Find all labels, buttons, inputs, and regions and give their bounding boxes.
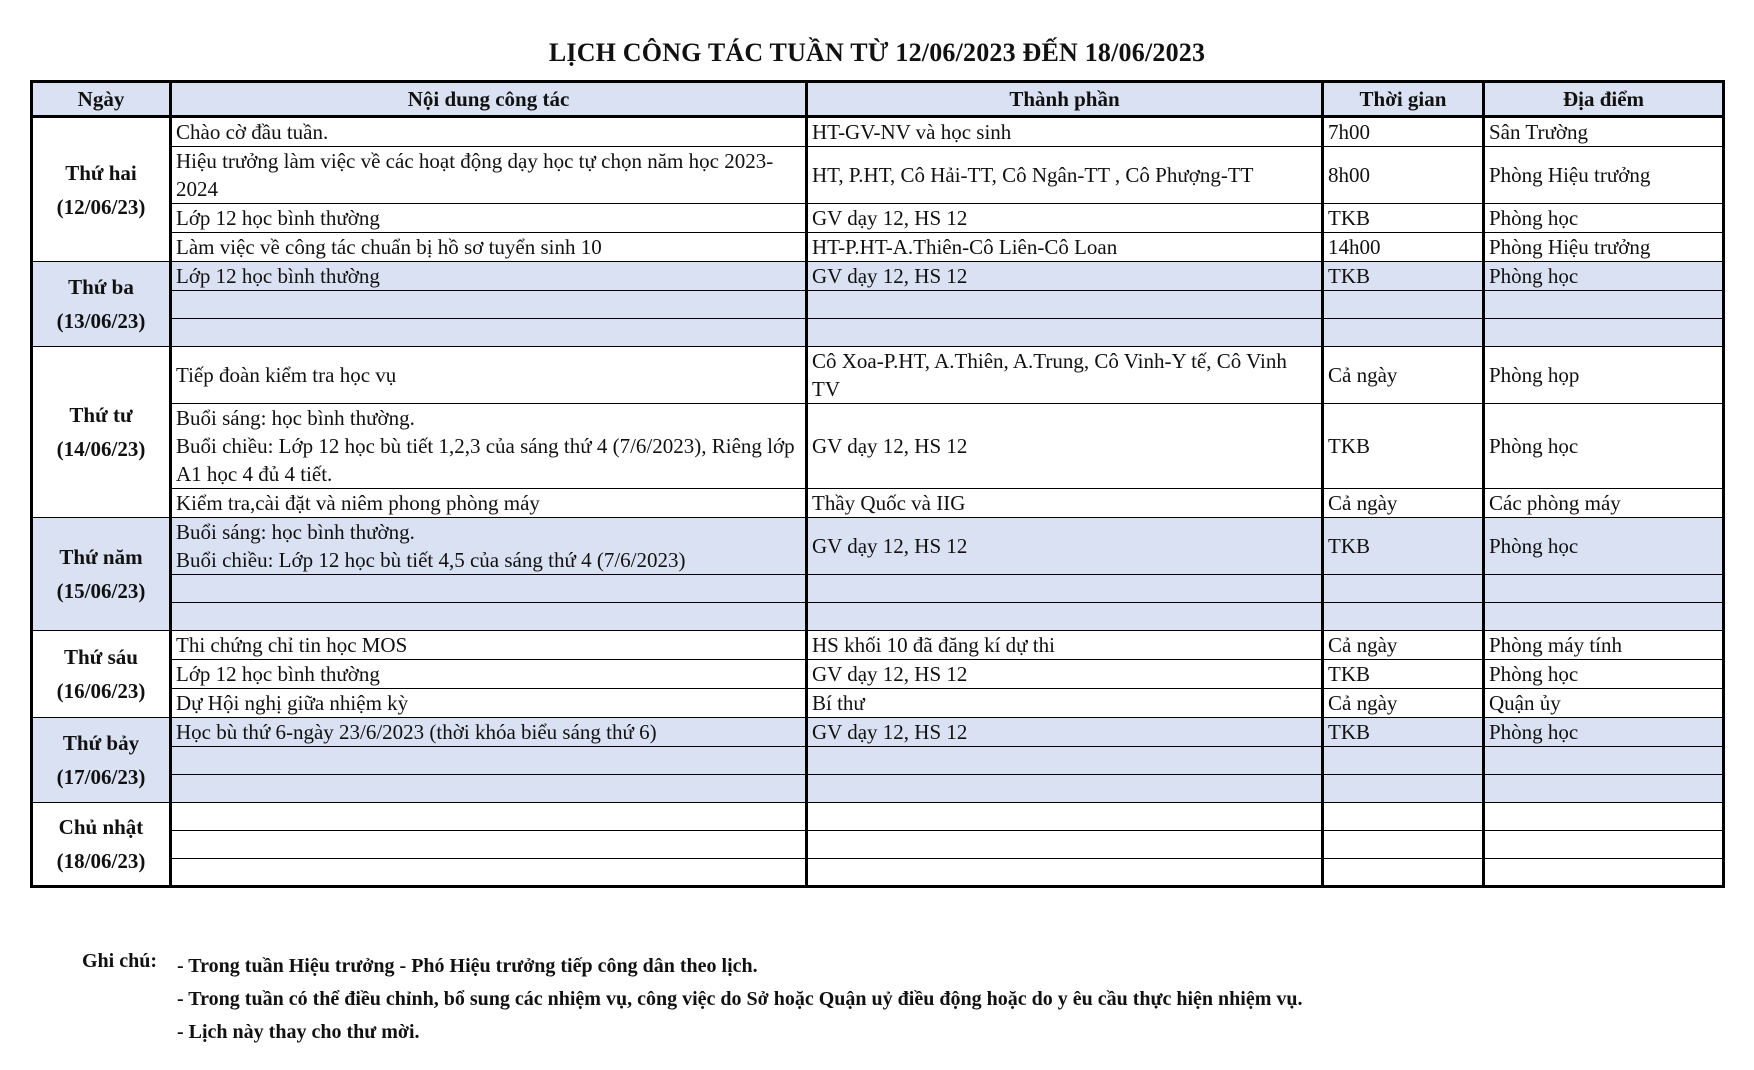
day-cell xyxy=(32,262,171,347)
content-cell xyxy=(171,775,807,803)
participants-cell: GV dạy 12, HS 12 xyxy=(807,718,1323,747)
content-cell: Lớp 12 học bình thường xyxy=(171,204,807,233)
day-cell xyxy=(32,518,171,631)
day-name: Thứ sáu xyxy=(64,645,138,669)
time-cell xyxy=(1323,747,1484,775)
content-cell xyxy=(171,859,807,887)
location-cell xyxy=(1484,575,1724,603)
content-cell xyxy=(171,803,807,831)
content-cell: Hiệu trưởng làm việc về các hoạt động dạy học tự chọn năm học 2023-2024 xyxy=(171,147,807,204)
location-cell: Phòng học xyxy=(1484,660,1724,689)
table-row xyxy=(32,489,1724,518)
participants-cell xyxy=(807,747,1323,775)
note-line: - Trong tuần Hiệu trưởng - Phó Hiệu trưởng tiếp công dân theo lịch. xyxy=(177,955,758,977)
location-cell: Sân Trường xyxy=(1484,117,1724,147)
content-cell: Làm việc về công tác chuẩn bị hồ sơ tuyển sinh 10 xyxy=(171,233,807,262)
content-cell: Học bù thứ 6-ngày 23/6/2023 (thời khóa biểu sáng thứ 6) xyxy=(171,718,807,747)
content-cell: Lớp 12 học bình thường xyxy=(171,262,807,291)
participants-cell: GV dạy 12, HS 12 xyxy=(807,518,1323,575)
header-content: Nội dung công tác xyxy=(171,82,807,117)
location-cell: Quận ủy xyxy=(1484,689,1724,718)
participants-cell xyxy=(807,575,1323,603)
day-date: (15/06/23) xyxy=(56,579,146,603)
day-name: Thứ tư xyxy=(69,403,133,427)
table-row xyxy=(32,575,1724,603)
day-cell xyxy=(32,718,171,803)
location-cell: Phòng Hiệu trưởng xyxy=(1484,147,1724,204)
participants-cell xyxy=(807,603,1323,631)
day-name: Thứ năm xyxy=(59,545,143,569)
participants-cell: GV dạy 12, HS 12 xyxy=(807,262,1323,291)
participants-cell xyxy=(807,319,1323,347)
table-row xyxy=(32,204,1724,233)
content-cell xyxy=(171,747,807,775)
location-cell xyxy=(1484,803,1724,831)
participants-cell: HT, P.HT, Cô Hải-TT, Cô Ngân-TT , Cô Phượng-TT xyxy=(807,147,1323,204)
content-cell: Chào cờ đầu tuần. xyxy=(171,117,807,147)
day-name: Thứ bảy xyxy=(62,731,140,755)
table-row xyxy=(32,689,1724,718)
table-row xyxy=(32,291,1724,319)
content-cell: Thi chứng chỉ tin học MOS xyxy=(171,631,807,660)
participants-cell xyxy=(807,831,1323,859)
header-day: Ngày xyxy=(32,82,171,117)
day-cell xyxy=(32,347,171,518)
time-cell xyxy=(1323,291,1484,319)
location-cell: Phòng học xyxy=(1484,262,1724,291)
participants-cell xyxy=(807,859,1323,887)
time-cell: TKB xyxy=(1323,204,1484,233)
time-cell: TKB xyxy=(1323,518,1484,575)
header-participants: Thành phần xyxy=(807,82,1323,117)
table-row xyxy=(32,631,1724,660)
content-cell xyxy=(171,291,807,319)
header-row xyxy=(32,82,1724,117)
time-cell: Cả ngày xyxy=(1323,347,1484,404)
time-cell: Cả ngày xyxy=(1323,689,1484,718)
time-cell xyxy=(1323,803,1484,831)
location-cell: Phòng học xyxy=(1484,718,1724,747)
table-row xyxy=(32,831,1724,859)
schedule-body xyxy=(32,117,1724,887)
notes-label: Ghi chú: xyxy=(82,950,158,972)
participants-cell: Thầy Quốc và IIG xyxy=(807,489,1323,518)
participants-cell xyxy=(807,803,1323,831)
day-date: (13/06/23) xyxy=(56,309,146,333)
table-row xyxy=(32,859,1724,887)
content-cell xyxy=(171,831,807,859)
content-cell: Buổi sáng: học bình thường. Buổi chiều: Lớp 12 học bù tiết 1,2,3 của sáng thứ 4 (7/6/2023), Riêng lớp A1 học 4 đủ 4 tiết. xyxy=(171,404,807,489)
table-row xyxy=(32,319,1724,347)
location-cell xyxy=(1484,775,1724,803)
participants-cell xyxy=(807,775,1323,803)
day-date: (14/06/23) xyxy=(56,437,146,461)
table-row xyxy=(32,803,1724,831)
day-name: Thứ hai xyxy=(65,160,137,185)
table-row xyxy=(32,518,1724,575)
participants-cell: Cô Xoa-P.HT, A.Thiên, A.Trung, Cô Vinh-Y tế, Cô Vinh TV xyxy=(807,347,1323,404)
time-cell: TKB xyxy=(1323,262,1484,291)
day-cell xyxy=(32,117,171,262)
note-line: - Lịch này thay cho thư mời. xyxy=(177,1021,420,1043)
content-cell: Tiếp đoàn kiểm tra học vụ xyxy=(171,347,807,404)
location-cell: Phòng Hiệu trưởng xyxy=(1484,233,1724,262)
time-cell: Cả ngày xyxy=(1323,631,1484,660)
table-row xyxy=(32,262,1724,291)
time-cell xyxy=(1323,831,1484,859)
location-cell: Phòng họp xyxy=(1484,347,1724,404)
location-cell xyxy=(1484,319,1724,347)
schedule-table xyxy=(30,80,1725,888)
content-cell xyxy=(171,319,807,347)
location-cell: Phòng máy tính xyxy=(1484,631,1724,660)
participants-cell: GV dạy 12, HS 12 xyxy=(807,404,1323,489)
location-cell xyxy=(1484,859,1724,887)
participants-cell: HS khối 10 đã đăng kí dự thi xyxy=(807,631,1323,660)
content-cell: Lớp 12 học bình thường xyxy=(171,660,807,689)
day-cell xyxy=(32,631,171,718)
page-title: LỊCH CÔNG TÁC TUẦN TỪ 12/06/2023 ĐẾN 18/06/2023 xyxy=(548,38,1206,67)
time-cell xyxy=(1323,603,1484,631)
content-cell: Dự Hội nghị giữa nhiệm kỳ xyxy=(171,689,807,718)
table-row xyxy=(32,347,1724,404)
day-name: Thứ ba xyxy=(68,275,134,299)
table-row xyxy=(32,747,1724,775)
table-row xyxy=(32,603,1724,631)
participants-cell: HT-GV-NV và học sinh xyxy=(807,117,1323,147)
notes-list xyxy=(177,950,1627,1049)
time-cell xyxy=(1323,319,1484,347)
time-cell: 14h00 xyxy=(1323,233,1484,262)
day-date: (17/06/23) xyxy=(56,765,146,789)
time-cell: TKB xyxy=(1323,660,1484,689)
time-cell xyxy=(1323,775,1484,803)
note-line: - Trong tuần có thể điều chỉnh, bổ sung các nhiệm vụ, công việc do Sở hoặc Quận uỷ điều động hoặc do y êu cầu thực hiện nhiệm vụ. xyxy=(177,988,1303,1010)
time-cell: TKB xyxy=(1323,718,1484,747)
table-row xyxy=(32,404,1724,489)
day-date: (12/06/23) xyxy=(56,194,146,219)
participants-cell: Bí thư xyxy=(807,689,1323,718)
location-cell xyxy=(1484,747,1724,775)
table-row xyxy=(32,147,1724,204)
table-row xyxy=(32,660,1724,689)
time-cell: 7h00 xyxy=(1323,117,1484,147)
participants-cell: HT-P.HT-A.Thiên-Cô Liên-Cô Loan xyxy=(807,233,1323,262)
participants-cell: GV dạy 12, HS 12 xyxy=(807,204,1323,233)
table-row xyxy=(32,718,1724,747)
time-cell xyxy=(1323,575,1484,603)
location-cell: Phòng học xyxy=(1484,204,1724,233)
day-date: (18/06/23) xyxy=(56,849,146,873)
content-cell xyxy=(171,603,807,631)
location-cell: Phòng học xyxy=(1484,518,1724,575)
header-location: Địa điểm xyxy=(1484,82,1724,117)
header-time: Thời gian xyxy=(1323,82,1484,117)
location-cell: Các phòng máy xyxy=(1484,489,1724,518)
content-cell: Kiểm tra,cài đặt và niêm phong phòng máy xyxy=(171,489,807,518)
content-cell: Buổi sáng: học bình thường. Buổi chiều: Lớp 12 học bù tiết 4,5 của sáng thứ 4 (7/6/2023) xyxy=(171,518,807,575)
location-cell xyxy=(1484,831,1724,859)
table-row xyxy=(32,233,1724,262)
time-cell xyxy=(1323,859,1484,887)
table-row xyxy=(32,117,1724,147)
day-name: Chủ nhật xyxy=(58,815,144,839)
participants-cell: GV dạy 12, HS 12 xyxy=(807,660,1323,689)
time-cell: Cả ngày xyxy=(1323,489,1484,518)
day-cell xyxy=(32,803,171,887)
participants-cell xyxy=(807,291,1323,319)
location-cell xyxy=(1484,603,1724,631)
location-cell xyxy=(1484,291,1724,319)
location-cell: Phòng học xyxy=(1484,404,1724,489)
table-row xyxy=(32,775,1724,803)
content-cell xyxy=(171,575,807,603)
time-cell: 8h00 xyxy=(1323,147,1484,204)
time-cell: TKB xyxy=(1323,404,1484,489)
day-date: (16/06/23) xyxy=(56,679,146,703)
